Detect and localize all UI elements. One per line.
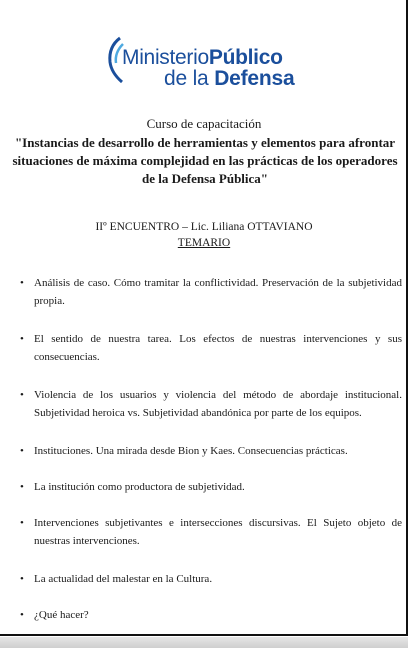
course-label: Curso de capacitación bbox=[146, 116, 262, 131]
scan-edge bbox=[0, 637, 408, 648]
topic-text: Instituciones. Una mirada desde Bion y Kaes. Consecuencias prácticas. bbox=[34, 445, 348, 457]
topic-item bbox=[20, 274, 402, 310]
logo-word-defensa: Defensa bbox=[214, 67, 295, 90]
topic-item bbox=[20, 442, 402, 460]
topic-text: Intervenciones subjetivantes e intersecciones discursivas. El Sujeto objeto de nuestras intervenciones. bbox=[34, 517, 402, 547]
topic-text: Violencia de los usuarios y violencia del método de abordaje institucional. Subjetividad heroica vs. Subjetividad abandónica por parte de los equipos. bbox=[34, 389, 402, 419]
logo-text-line2 bbox=[164, 67, 295, 91]
logo-word-de-la: de la bbox=[164, 67, 215, 90]
topic-text: La institución como productora de subjetividad. bbox=[34, 481, 245, 493]
topic-text: El sentido de nuestra tarea. Los efectos de nuestras intervenciones y sus consecuencias. bbox=[34, 333, 402, 363]
topic-item bbox=[20, 514, 402, 550]
logo-word-ministerio: Ministerio bbox=[122, 46, 209, 69]
bullet-icon: • bbox=[20, 277, 24, 289]
logo-word-publico: Público bbox=[208, 46, 283, 69]
topic-item bbox=[20, 478, 402, 496]
bullet-icon: • bbox=[20, 481, 24, 493]
course-title: "Instancias de desarrollo de herramientas y elementos para afrontar situaciones de máxima complejidad en las prácticas de los operadores de la Defensa Pública" bbox=[12, 135, 398, 186]
encuentro-line: IIº ENCUENTRO – Lic. Liliana OTTAVIANO bbox=[95, 221, 313, 233]
topic-item bbox=[20, 570, 402, 588]
bullet-icon: • bbox=[20, 609, 24, 621]
topic-text: Análisis de caso. Cómo tramitar la conflictividad. Preservación de la subjetividad propia. bbox=[34, 277, 402, 307]
bullet-icon: • bbox=[20, 389, 24, 401]
bullet-icon: • bbox=[20, 573, 24, 585]
topic-text: ¿Qué hacer? bbox=[34, 609, 89, 621]
bullet-icon: • bbox=[20, 517, 24, 529]
topic-item bbox=[20, 386, 402, 422]
topic-item bbox=[20, 330, 402, 366]
ministerio-publico-logo bbox=[106, 36, 316, 92]
topic-item bbox=[20, 606, 402, 624]
bullet-icon: • bbox=[20, 445, 24, 457]
topic-text: La actualidad del malestar en la Cultura. bbox=[34, 573, 213, 585]
bullet-icon: • bbox=[20, 333, 24, 345]
temario-label: TEMARIO bbox=[177, 237, 231, 249]
temario-heading bbox=[0, 237, 408, 249]
